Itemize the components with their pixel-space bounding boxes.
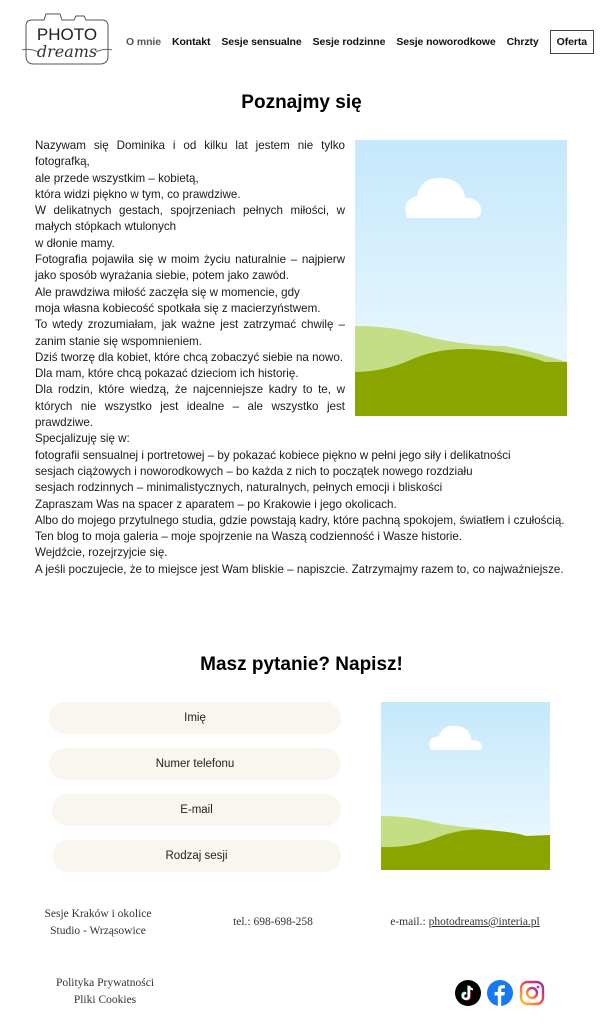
about-paragraph: w dłonie mamy.	[35, 236, 115, 250]
about-paragraph: Fotografia pojawiła się w moim życiu naturalnie – najpierw jako sposób wyrażania siebie, potem jako zawód.	[35, 253, 345, 283]
about-paragraph: W delikatnych gestach, spojrzeniach pełnych miłości, w małych stópkach wtulonych	[35, 204, 345, 234]
about-paragraph: To wtedy zrozumiałam, jak ważne jest zatrzymać chwilę – zanim stanie się wspomnieniem.	[35, 318, 345, 348]
landscape-image-icon	[355, 140, 567, 416]
about-paragraph: moja własna kobiecość spotkała się z macierzyństwem.	[35, 301, 321, 315]
about-paragraph: Ten blog to moja galeria – moje spojrzenie na Waszą codzienność i Wasze historie.	[35, 530, 463, 544]
email-link[interactable]: photodreams@interia.pl	[428, 916, 540, 928]
nav-kontakt[interactable]: Kontakt	[172, 36, 211, 48]
svg-text:PHOTO: PHOTO	[36, 25, 98, 44]
landscape-image-icon	[381, 702, 550, 870]
instagram-icon[interactable]	[519, 980, 545, 1006]
tiktok-icon[interactable]	[455, 980, 481, 1006]
about-paragraph: ale przede wszystkim – kobietą,	[35, 171, 199, 185]
privacy-policy-link[interactable]: Polityka Prywatności	[55, 977, 155, 989]
about-paragraph: Albo do mojego przytulnego studia, gdzie powstają kadry, które pachną spokojem, światłem i czułością.	[35, 513, 565, 527]
about-paragraph: Ale prawdziwa miłość zaczęła się w momencie, gdy	[35, 285, 300, 299]
nav-chrzty[interactable]: Chrzty	[506, 36, 539, 48]
about-paragraph: Zapraszam Was na spacer z aparatem – po Krakowie i jego okolicach.	[35, 497, 397, 511]
main-nav	[126, 30, 594, 54]
contact-form	[49, 702, 341, 886]
cookies-link[interactable]: Pliki Cookies	[73, 994, 137, 1006]
about-paragraph: fotografii sensualnej i portretowej – by pokazać kobiece piękno w pełni jego siły i delikatności	[35, 448, 511, 462]
facebook-icon[interactable]	[487, 980, 513, 1006]
nav-sesje-sensualne[interactable]: Sesje sensualne	[221, 36, 302, 48]
location-line: Sesje Kraków i okolice	[44, 908, 152, 920]
footer-phone: tel.: 698-698-258	[233, 916, 313, 928]
contact-image	[381, 702, 550, 870]
footer-email	[362, 914, 568, 931]
nav-sesje-rodzinne[interactable]: Sesje rodzinne	[312, 36, 386, 48]
logo[interactable]	[20, 8, 114, 68]
phone-field[interactable]: Numer telefonu	[49, 748, 341, 780]
about-title: Poznajmy się	[241, 92, 362, 113]
about-paragraph: sesjach ciążowych i noworodkowych – bo każda z nich to początek nowego rozdziału	[35, 464, 473, 478]
footer-location	[40, 906, 156, 940]
about-paragraph: Specjalizuję się w:	[35, 432, 130, 446]
site-header	[0, 0, 603, 80]
studio-line: Studio - Wrząsowice	[50, 925, 146, 937]
about-paragraph: sesjach rodzinnych – minimalistycznych, naturalnych, pełnych emocji i bliskości	[35, 481, 443, 495]
contact-title: Masz pytanie? Napisz!	[200, 654, 403, 675]
about-paragraph: A jeśli poczujecie, że to miejsce jest Wam bliskie – napiszcie. Zatrzymajmy razem to, co najważniejsze.	[35, 562, 564, 576]
about-paragraph: która widzi piękno w tym, co prawdziwe.	[35, 187, 241, 201]
about-paragraph: Wejdźcie, rozejrzyjcie się.	[35, 546, 168, 560]
about-image	[355, 140, 567, 416]
nav-sesje-noworodkowe[interactable]: Sesje noworodkowe	[396, 36, 496, 48]
about-paragraph: Dla rodzin, które wiedzą, że najcenniejsze kadry to te, w których nie wszystko jest idealne – ale wszystko jest prawdziwe.	[35, 383, 345, 430]
email-field[interactable]: E-mail	[52, 794, 341, 826]
session-type-field[interactable]: Rodzaj sesji	[52, 840, 341, 872]
social-links	[455, 980, 551, 1006]
about-paragraph: Dziś tworzę dla kobiet, które chcą zobaczyć siebie na nowo.	[35, 350, 344, 364]
about-paragraph: Nazywam się Dominika i od kilku lat jestem nie tylko fotografką,	[35, 139, 345, 169]
email-label: e-mail.:	[390, 916, 429, 928]
name-field[interactable]: Imię	[49, 702, 341, 734]
nav-oferta-button[interactable]: Oferta	[550, 30, 594, 54]
svg-text:dreams: dreams	[36, 42, 98, 61]
nav-o-mnie[interactable]: O mnie	[126, 36, 161, 48]
footer-legal	[40, 975, 170, 1009]
about-text	[35, 138, 567, 578]
about-paragraph: Dla mam, które chcą pokazać dzieciom ich historię.	[35, 367, 299, 381]
